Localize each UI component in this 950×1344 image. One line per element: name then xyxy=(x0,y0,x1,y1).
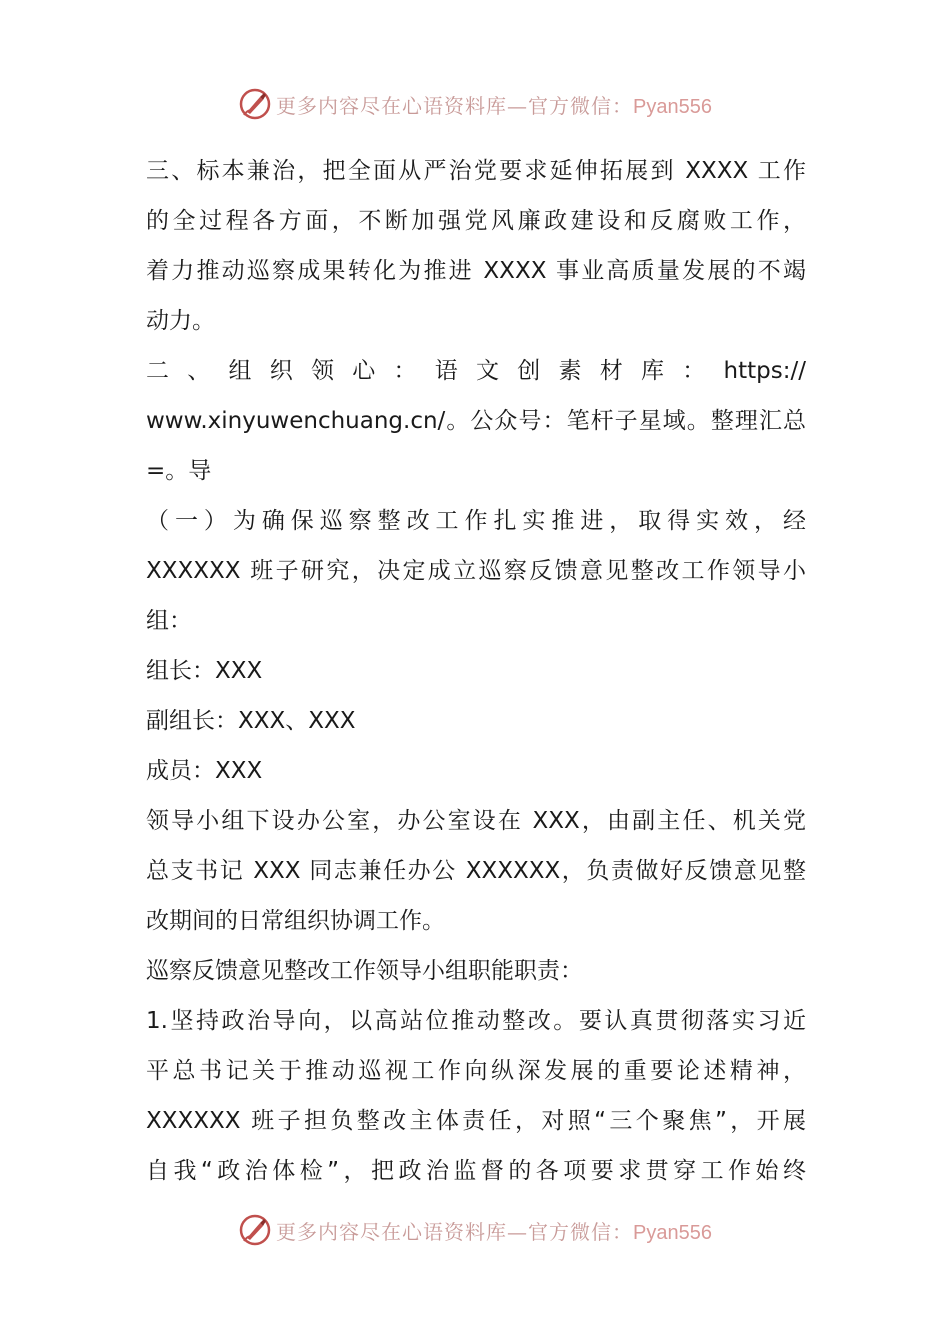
paragraph-line: （一）为确保巡察整改工作扎实推进，取得实效，经 xyxy=(146,508,806,534)
footer-banner-text: 更多内容尽在心语资料库—官方微信：Pyan556 xyxy=(276,1219,712,1244)
paragraph-line: XXXXXX 班子担负整改主体责任，对照“三个聚焦”，开展 xyxy=(146,1108,806,1134)
group-leader-line: 组长：XXX xyxy=(146,658,263,684)
paragraph-line: 自我“政治体检”，把政治监督的各项要求贯穿工作始终 xyxy=(146,1158,806,1184)
paragraph-line: 改期间的日常组织协调工作。 xyxy=(146,908,445,934)
paragraph-line: 组： xyxy=(146,608,192,634)
pen-logo-icon xyxy=(238,1213,272,1247)
paragraph-line: =。导 xyxy=(146,458,212,484)
paragraph-line: 平总书记关于推动巡视工作向纵深发展的重要论述精神， xyxy=(146,1058,806,1084)
deputy-leader-line: 副组长：XXX、XXX xyxy=(146,708,356,734)
header-watermark-banner xyxy=(0,84,950,124)
paragraph-line: 领导小组下设办公室，办公室设在 XXX，由副主任、机关党 xyxy=(146,808,806,834)
paragraph-line: 着力推动巡察成果转化为推进 XXXX 事业高质量发展的不竭 xyxy=(146,258,806,284)
members-line: 成员：XXX xyxy=(146,758,263,784)
header-wechat-handle: Pyan556 xyxy=(633,95,712,118)
footer-watermark-banner xyxy=(0,1210,950,1250)
paragraph-line: 巡察反馈意见整改工作领导小组职能职责： xyxy=(146,958,583,984)
header-banner-text: 更多内容尽在心语资料库—官方微信：Pyan556 xyxy=(276,93,712,118)
footer-wechat-handle: Pyan556 xyxy=(633,1221,712,1244)
paragraph-line: www.xinyuwenchuang.cn/。公众号：笔杆子星域。整理汇总 xyxy=(146,408,806,434)
document-body xyxy=(146,146,806,1196)
section-heading-line: 二 、 组 织 领 心 ： 语 文 创 素 材 库 ： https:// xyxy=(146,358,806,384)
pen-logo-icon xyxy=(238,87,272,121)
paragraph-line: 三、标本兼治，把全面从严治党要求延伸拓展到 XXXX 工作 xyxy=(146,158,806,184)
paragraph-line: 的全过程各方面，不断加强党风廉政建设和反腐败工作， xyxy=(146,208,806,234)
paragraph-line: 总支书记 XXX 同志兼任办公 XXXXXX，负责做好反馈意见整 xyxy=(146,858,806,884)
paragraph-line: 动力。 xyxy=(146,308,215,334)
paragraph-line: 1.坚持政治导向，以高站位推动整改。要认真贯彻落实习近 xyxy=(146,1008,806,1034)
paragraph-line: XXXXXX 班子研究，决定成立巡察反馈意见整改工作领导小 xyxy=(146,558,806,584)
